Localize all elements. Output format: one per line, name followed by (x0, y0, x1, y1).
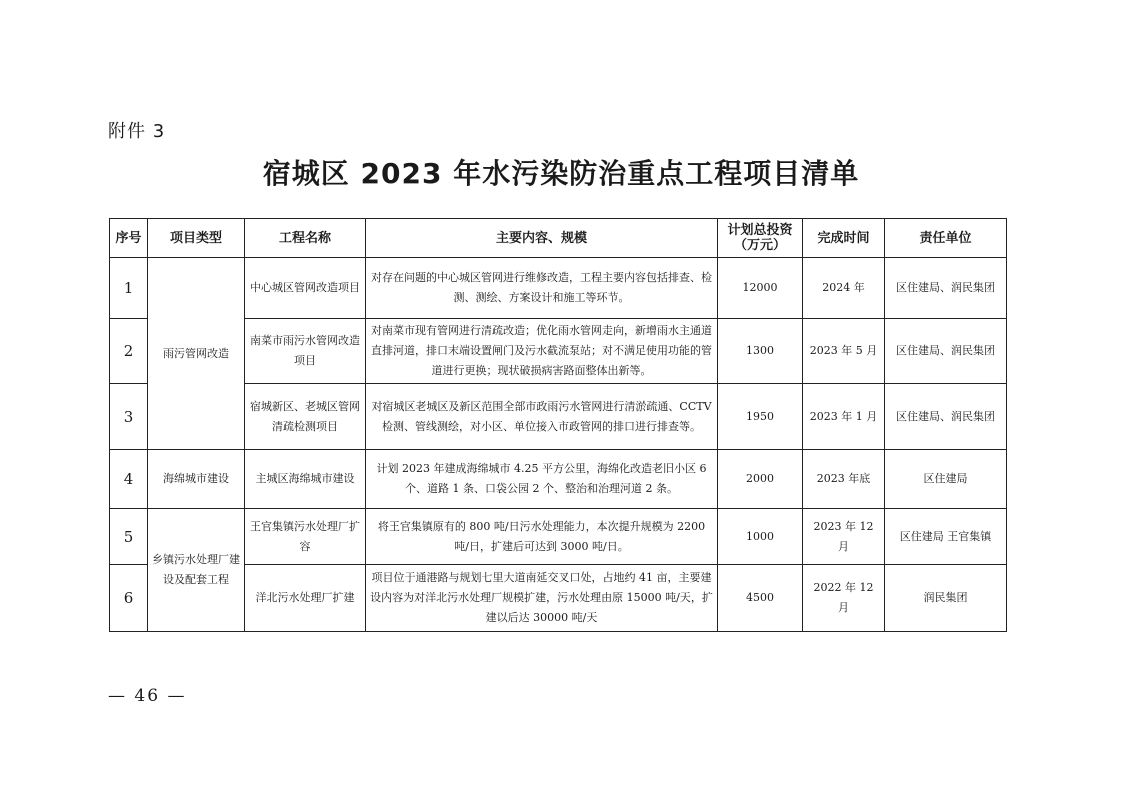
table-row (110, 384, 1007, 450)
row-name: 南菜市雨污水管网改造项目 (245, 319, 366, 384)
table-row (110, 450, 1007, 509)
row-completion: 2024 年 (803, 258, 885, 319)
table-row (110, 565, 1007, 632)
row-content: 对宿城区老城区及新区范围全部市政雨污水管网进行清淤疏通、CCTV 检测、管线测绘，对小区、单位接入市政管网的排口进行排查等。 (366, 384, 718, 450)
row-unit: 区住建局、润民集团 (885, 319, 1007, 384)
header-type: 项目类型 (148, 219, 245, 258)
row-investment: 1000 (718, 509, 803, 565)
row-content: 对南菜市现有管网进行清疏改造；优化雨水管网走向，新增雨水主通道直排河道，排口末端设置闸门及污水截流泵站；对不满足使用功能的管道进行更换；现状破损病害路面整体出新等。 (366, 319, 718, 384)
document-title: 宿城区 2023 年水污染防治重点工程项目清单 (262, 157, 860, 190)
header-seq: 序号 (110, 219, 148, 258)
row-type: 雨污管网改造 (148, 258, 245, 450)
row-type: 乡镇污水处理厂建设及配套工程 (148, 509, 245, 632)
table-row (110, 258, 1007, 319)
row-seq: 6 (110, 565, 148, 632)
row-unit: 区住建局 王官集镇 (885, 509, 1007, 565)
table-header-row (110, 219, 1007, 258)
header-completion: 完成时间 (803, 219, 885, 258)
row-type: 海绵城市建设 (148, 450, 245, 509)
row-unit: 区住建局 (885, 450, 1007, 509)
row-investment: 1300 (718, 319, 803, 384)
table-row (110, 509, 1007, 565)
row-completion: 2023 年 5 月 (803, 319, 885, 384)
header-name: 工程名称 (245, 219, 366, 258)
row-unit: 润民集团 (885, 565, 1007, 632)
row-name: 主城区海绵城市建设 (245, 450, 366, 509)
header-unit: 责任单位 (885, 219, 1007, 258)
row-name: 王官集镇污水处理厂扩容 (245, 509, 366, 565)
row-completion: 2022 年 12 月 (803, 565, 885, 632)
attachment-label: 附件 3 (108, 121, 166, 142)
row-content: 对存在问题的中心城区管网进行维修改造，工程主要内容包括排查、检测、测绘、方案设计和施工等环节。 (366, 258, 718, 319)
row-seq: 5 (110, 509, 148, 565)
row-name: 中心城区管网改造项目 (245, 258, 366, 319)
row-completion: 2023 年底 (803, 450, 885, 509)
row-investment: 1950 (718, 384, 803, 450)
table-row (110, 319, 1007, 384)
row-investment: 12000 (718, 258, 803, 319)
row-content: 将王官集镇原有的 800 吨/日污水处理能力，本次提升规模为 2200 吨/日，扩建后可达到 3000 吨/日。 (366, 509, 718, 565)
row-completion: 2023 年 12 月 (803, 509, 885, 565)
row-investment: 2000 (718, 450, 803, 509)
row-name: 洋北污水处理厂扩建 (245, 565, 366, 632)
header-content: 主要内容、规模 (366, 219, 718, 258)
row-seq: 3 (110, 384, 148, 450)
row-unit: 区住建局、润民集团 (885, 384, 1007, 450)
row-content: 项目位于通港路与规划七里大道南延交叉口处，占地约 41 亩，主要建设内容为对洋北污水处理厂规模扩建，污水处理由原 15000 吨/天，扩建以后达 30000 吨/天 (366, 565, 718, 632)
project-table (109, 218, 1007, 632)
row-name: 宿城新区、老城区管网清疏检测项目 (245, 384, 366, 450)
header-investment: 计划总投资（万元） (718, 219, 803, 258)
row-completion: 2023 年 1 月 (803, 384, 885, 450)
row-investment: 4500 (718, 565, 803, 632)
row-content: 计划 2023 年建成海绵城市 4.25 平方公里，海绵化改造老旧小区 6 个、道路 1 条、口袋公园 2 个、整治和治理河道 2 条。 (366, 450, 718, 509)
row-seq: 4 (110, 450, 148, 509)
page-number: — 46 — (108, 686, 187, 706)
row-seq: 1 (110, 258, 148, 319)
row-unit: 区住建局、润民集团 (885, 258, 1007, 319)
row-seq: 2 (110, 319, 148, 384)
